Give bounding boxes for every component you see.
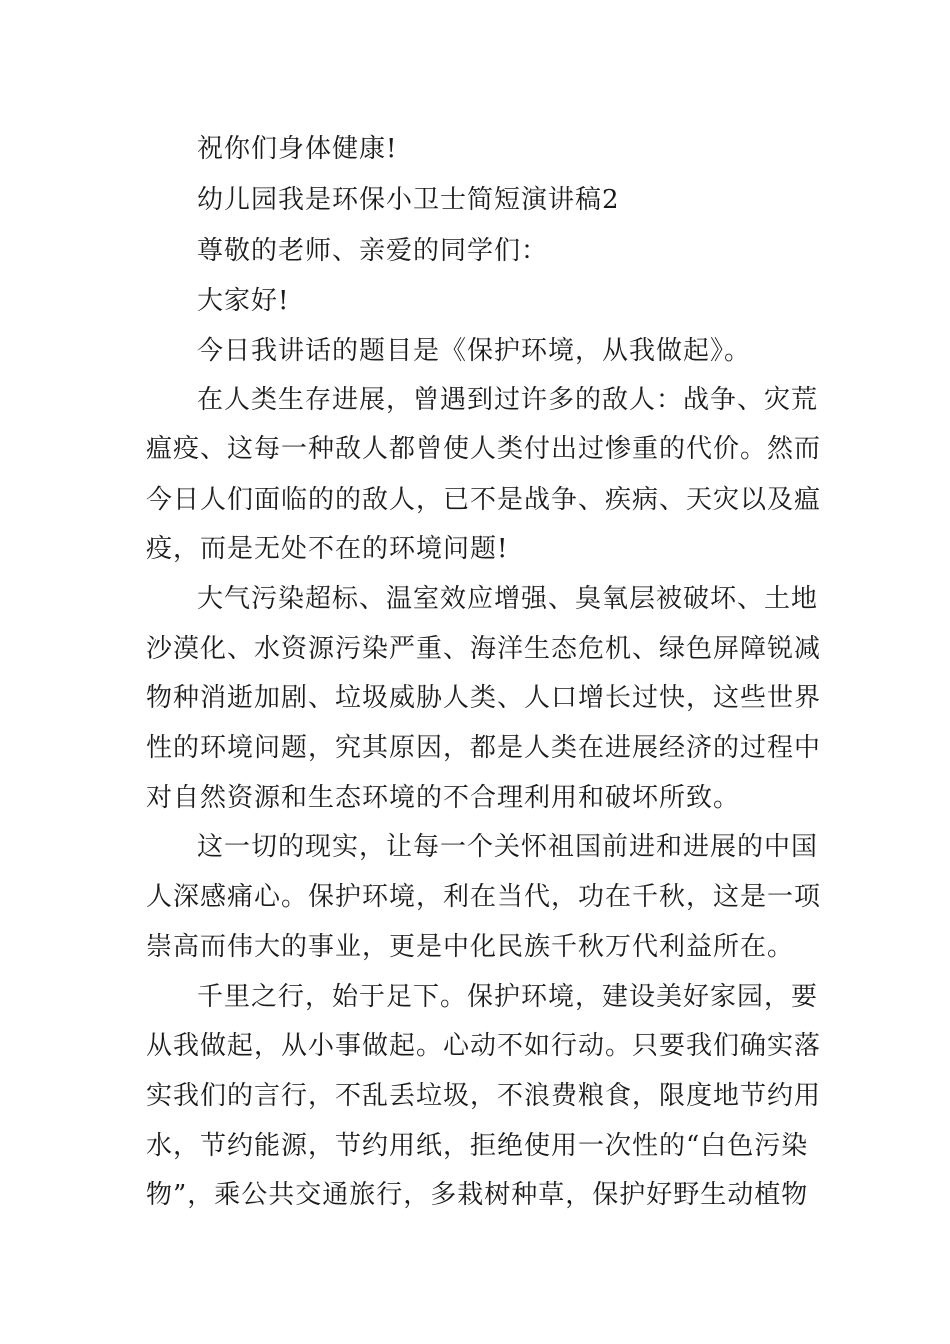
closing-wish: 祝你们身体健康! (197, 134, 398, 164)
salutation: 尊敬的老师、亲爱的同学们： (197, 236, 549, 266)
paragraph-line: 今日人们面临的的敌人，已不是战争、疾病、天灾以及瘟 (146, 485, 822, 515)
paragraph-line: 疫，而是无处不在的环境问题! (146, 534, 509, 564)
topic-line: 今日我讲话的题目是《保护环境，从我做起》。 (197, 336, 752, 366)
paragraph-line: 性的环境问题，究其原因，都是人类在进展经济的过程中 (146, 733, 822, 763)
paragraph-line: 千里之行，始于足下。保护环境，建设美好家园，要 (197, 982, 819, 1012)
paragraph-line: 水，节约能源，节约用纸，拒绝使用一次性的“白色污染 (146, 1131, 809, 1161)
paragraph-line: 物种消逝加剧、垃圾威胁人类、人口增长过快，这些世界 (146, 683, 822, 713)
paragraph-line: 人深感痛心。保护环境，利在当代，功在千秋，这是一项 (146, 882, 822, 912)
paragraph-line: 物”，乘公共交通旅行，多栽树种草，保护好野生动植物 (146, 1180, 809, 1210)
paragraph-line: 在人类生存进展，曾遇到过许多的敌人：战争、灾荒 (197, 385, 819, 415)
speech-title: 幼儿园我是环保小卫士简短演讲稿2 (197, 185, 620, 215)
paragraph-line: 瘟疫、这每一种敌人都曾使人类付出过惨重的代价。然而 (146, 434, 822, 464)
paragraph-line: 从我做起，从小事做起。心动不如行动。只要我们确实落 (146, 1031, 822, 1061)
paragraph-line: 对自然资源和生态环境的不合理利用和破坏所致。 (146, 783, 741, 813)
paragraph-line: 大气污染超标、温室效应增强、臭氧层被破坏、土地 (197, 584, 819, 614)
paragraph-line: 崇高而伟大的事业，更是中化民族千秋万代利益所在。 (146, 932, 795, 962)
greeting: 大家好! (197, 286, 290, 316)
paragraph-line: 沙漠化、水资源污染严重、海洋生态危机、绿色屏障锐减 (146, 634, 822, 664)
paragraph-line: 实我们的言行，不乱丢垃圾，不浪费粮食，限度地节约用 (146, 1081, 822, 1111)
paragraph-line: 这一切的现实，让每一个关怀祖国前进和进展的中国 (197, 832, 819, 862)
